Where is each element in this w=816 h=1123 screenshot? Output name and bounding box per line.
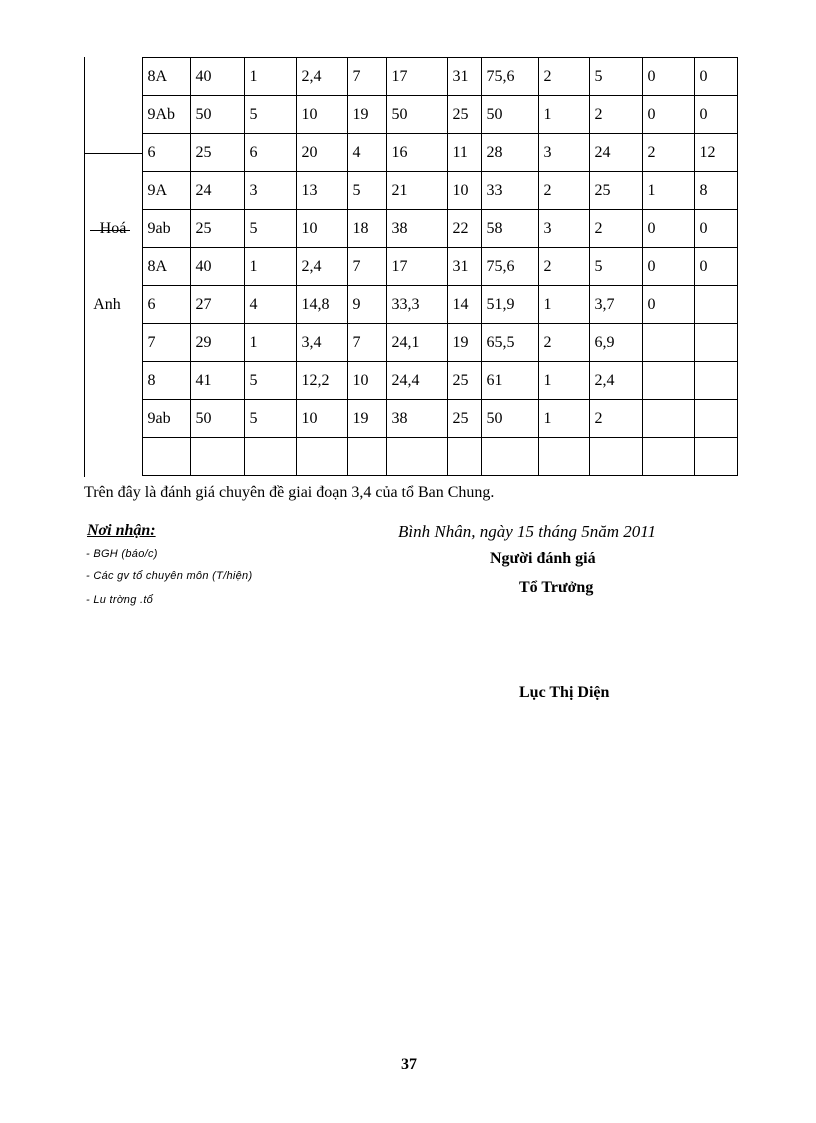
subject-hoa: Hoá: [99, 220, 127, 237]
table-cell: 21: [386, 172, 447, 210]
table-cell: 25: [447, 362, 481, 400]
table-cell: 6: [142, 286, 190, 324]
table-row: [84, 134, 737, 172]
table-cell: 14,8: [296, 286, 347, 324]
table-cell: 6: [142, 134, 190, 172]
table-cell: 50: [481, 400, 538, 438]
table-cell: 50: [386, 96, 447, 134]
table-cell: [642, 324, 694, 362]
table-cell: 10: [347, 362, 386, 400]
table-cell: 3,4: [296, 324, 347, 362]
table-row: [84, 362, 737, 400]
table-cell: 58: [481, 210, 538, 248]
table-cell: 2: [538, 58, 589, 96]
table-cell: 0: [642, 210, 694, 248]
table-cell: 3,7: [589, 286, 642, 324]
table-cell: 9ab: [142, 400, 190, 438]
table-cell: 7: [347, 58, 386, 96]
table-cell: 2: [538, 172, 589, 210]
table-cell: [386, 438, 447, 476]
subject-cell: [84, 248, 142, 286]
table-cell: 17: [386, 248, 447, 286]
table-cell: [694, 438, 737, 476]
table-cell: [694, 400, 737, 438]
table-cell: 29: [190, 324, 244, 362]
table-cell: 25: [447, 400, 481, 438]
table-cell: 0: [642, 248, 694, 286]
table-row: [84, 286, 737, 324]
table-cell: [244, 438, 296, 476]
table-cell: [190, 438, 244, 476]
recipient-item: - BGH (báo/c): [86, 548, 158, 560]
table-cell: 8: [694, 172, 737, 210]
table-cell: 2: [642, 134, 694, 172]
table-row: [84, 400, 737, 438]
table-cell: 7: [347, 248, 386, 286]
table-cell: 5: [244, 96, 296, 134]
table-cell: 7: [347, 324, 386, 362]
table-cell: 9A: [142, 172, 190, 210]
table-cell: 50: [481, 96, 538, 134]
results-table: [84, 57, 738, 476]
table-body: [84, 58, 737, 476]
table-cell: 12: [694, 134, 737, 172]
table-cell: 61: [481, 362, 538, 400]
table-cell: 2: [538, 248, 589, 286]
subject-cell: [84, 438, 142, 476]
table-cell: 5: [244, 210, 296, 248]
table-cell: 1: [538, 286, 589, 324]
table-cell: 24: [589, 134, 642, 172]
table-cell: [642, 438, 694, 476]
table-cell: [538, 438, 589, 476]
table-cell: 51,9: [481, 286, 538, 324]
table-cell: [142, 438, 190, 476]
table-cell: 38: [386, 210, 447, 248]
table-cell: 19: [347, 400, 386, 438]
table-cell: 3: [244, 172, 296, 210]
table-cell: 4: [244, 286, 296, 324]
table-cell: 8A: [142, 248, 190, 286]
subject-anh: Anh: [93, 296, 121, 313]
left-border-line: [84, 57, 85, 477]
table-cell: 10: [447, 172, 481, 210]
table-row: [84, 438, 737, 476]
table-row: [84, 96, 737, 134]
table-cell: 50: [190, 400, 244, 438]
table-cell: 1: [244, 248, 296, 286]
table-row: [84, 324, 737, 362]
table-cell: 1: [244, 324, 296, 362]
table-cell: [642, 362, 694, 400]
recipient-item: - Lu trờng .tổ: [86, 594, 154, 606]
table-cell: 5: [244, 362, 296, 400]
table-cell: 10: [296, 96, 347, 134]
table-cell: 0: [694, 58, 737, 96]
summary-text: Trên đây là đánh giá chuyên đề giai đoạn 3,4 của tổ Ban Chung.: [84, 484, 495, 501]
table-cell: [589, 438, 642, 476]
table-cell: 1: [244, 58, 296, 96]
row-divider-line: [84, 153, 142, 154]
table-cell: [694, 362, 737, 400]
subject-cell: [84, 400, 142, 438]
subject-cell: [84, 96, 142, 134]
table-cell: 0: [694, 96, 737, 134]
table-cell: 14: [447, 286, 481, 324]
table-cell: 0: [694, 210, 737, 248]
table-cell: 5: [347, 172, 386, 210]
table-cell: 50: [190, 96, 244, 134]
table-cell: 5: [589, 58, 642, 96]
table-cell: 1: [538, 400, 589, 438]
table-cell: 2: [538, 324, 589, 362]
table-cell: 24,4: [386, 362, 447, 400]
table-cell: 5: [589, 248, 642, 286]
place-date: Bình Nhân, ngày 15 tháng 5năm 2011: [398, 522, 656, 541]
recipient-item: - Các gv tổ chuyên môn (T/hiện): [86, 570, 253, 582]
table-cell: 33,3: [386, 286, 447, 324]
table-cell: 8A: [142, 58, 190, 96]
table-cell: 0: [642, 286, 694, 324]
table-cell: [296, 438, 347, 476]
table-cell: 38: [386, 400, 447, 438]
table-cell: 0: [642, 58, 694, 96]
table-cell: 40: [190, 248, 244, 286]
table-row: [84, 172, 737, 210]
table-cell: 2: [589, 210, 642, 248]
table-cell: 22: [447, 210, 481, 248]
subject-cell: [84, 362, 142, 400]
page-number: 37: [401, 1056, 417, 1073]
table-cell: 11: [447, 134, 481, 172]
table-cell: 40: [190, 58, 244, 96]
table-cell: 2: [589, 400, 642, 438]
table-cell: 6,9: [589, 324, 642, 362]
table-cell: 3: [538, 210, 589, 248]
signer-role: Người đánh giá: [490, 550, 596, 567]
table-row: [84, 210, 737, 248]
table-cell: [481, 438, 538, 476]
table-cell: 10: [296, 210, 347, 248]
table-cell: [694, 324, 737, 362]
table-cell: 0: [642, 96, 694, 134]
table-cell: 2,4: [296, 248, 347, 286]
table-cell: 27: [190, 286, 244, 324]
table-cell: 2: [589, 96, 642, 134]
table-cell: 41: [190, 362, 244, 400]
table-cell: 2,4: [589, 362, 642, 400]
table-cell: 20: [296, 134, 347, 172]
table-cell: 1: [538, 96, 589, 134]
table-cell: 33: [481, 172, 538, 210]
table-cell: [347, 438, 386, 476]
table-cell: 19: [447, 324, 481, 362]
table-cell: 5: [244, 400, 296, 438]
signer-position: Tổ Trưởng: [519, 579, 594, 596]
table-cell: 16: [386, 134, 447, 172]
table-cell: 0: [694, 248, 737, 286]
table-cell: 9Ab: [142, 96, 190, 134]
table-cell: 4: [347, 134, 386, 172]
table-cell: 2,4: [296, 58, 347, 96]
table-cell: 31: [447, 58, 481, 96]
table-cell: 25: [447, 96, 481, 134]
table-cell: 75,6: [481, 248, 538, 286]
recipients-title: Nơi nhận:: [87, 522, 156, 539]
table-cell: 18: [347, 210, 386, 248]
table-row: [84, 58, 737, 96]
table-cell: 17: [386, 58, 447, 96]
signer-name: Lục Thị Diện: [519, 684, 610, 701]
table-cell: 12,2: [296, 362, 347, 400]
table-cell: 24: [190, 172, 244, 210]
table-cell: 65,5: [481, 324, 538, 362]
subject-cell: [84, 58, 142, 96]
table-cell: 10: [296, 400, 347, 438]
table-cell: 7: [142, 324, 190, 362]
table-cell: 1: [642, 172, 694, 210]
table-cell: 9: [347, 286, 386, 324]
table-cell: 19: [347, 96, 386, 134]
table-cell: 25: [589, 172, 642, 210]
table-cell: 25: [190, 134, 244, 172]
table-cell: 31: [447, 248, 481, 286]
table-cell: 9ab: [142, 210, 190, 248]
table-cell: 3: [538, 134, 589, 172]
table-cell: 6: [244, 134, 296, 172]
table-cell: 24,1: [386, 324, 447, 362]
subject-cell: [84, 324, 142, 362]
subject-cell: [84, 172, 142, 210]
table-cell: [642, 400, 694, 438]
table-cell: [447, 438, 481, 476]
table-cell: 28: [481, 134, 538, 172]
table-cell: 1: [538, 362, 589, 400]
table-cell: 8: [142, 362, 190, 400]
table-row: [84, 248, 737, 286]
table-cell: 75,6: [481, 58, 538, 96]
table-cell: [694, 286, 737, 324]
table-cell: 13: [296, 172, 347, 210]
table-cell: 25: [190, 210, 244, 248]
